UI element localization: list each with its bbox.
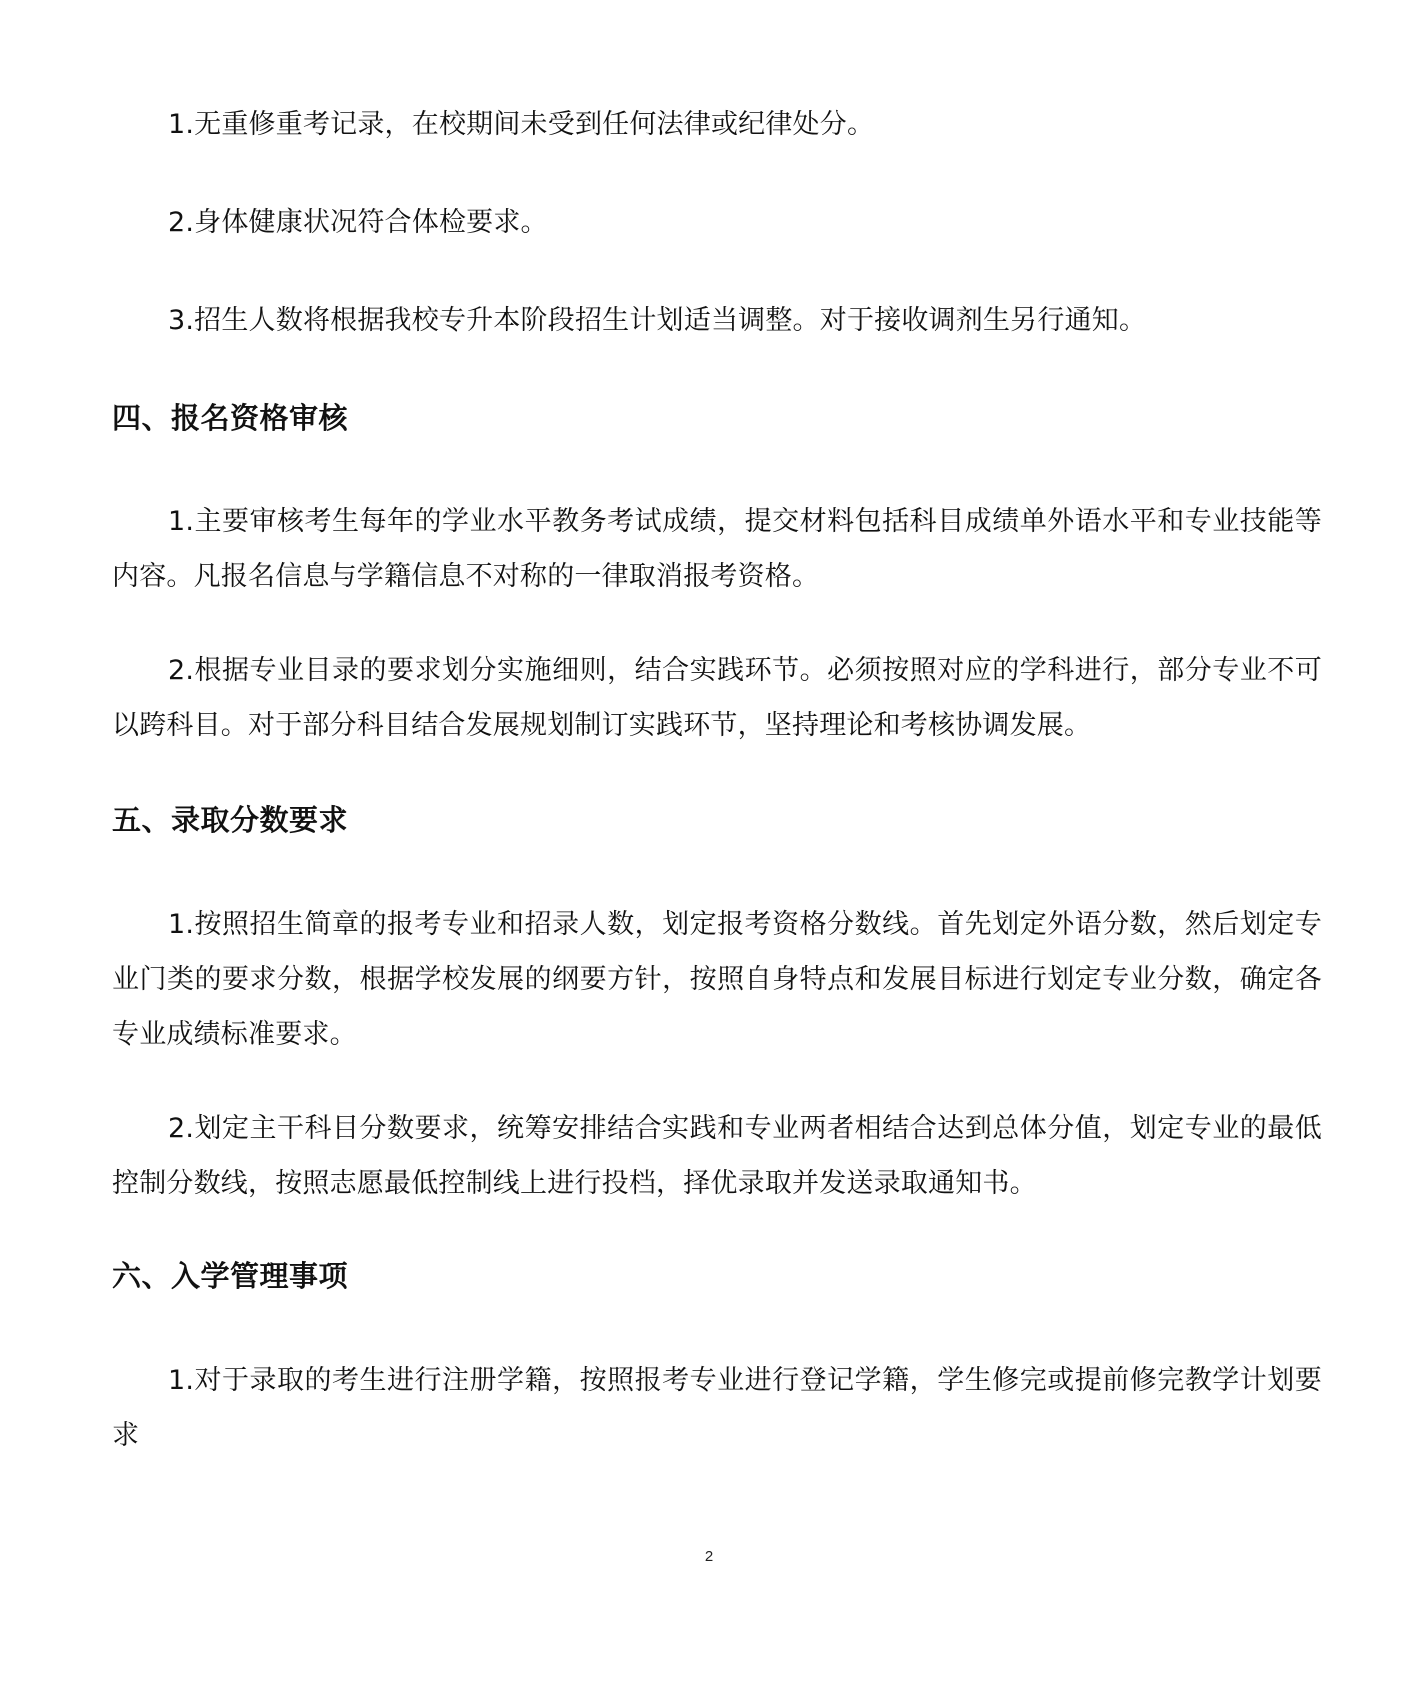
paragraph-section4-1: 1.主要审核考生每年的学业水平教务考试成绩，提交材料包括科目成绩单外语水平和专业技能等内容。凡报名信息与学籍信息不对称的一律取消报考资格。 — [112, 506, 1322, 592]
section-heading-6: 六、入学管理事项 — [112, 1259, 349, 1293]
section-heading-4: 四、报名资格审核 — [112, 401, 349, 435]
paragraph-health-requirement: 2.身体健康状况符合体检要求。 — [168, 207, 548, 238]
section-heading-5: 五、录取分数要求 — [112, 803, 349, 837]
paragraph-no-retake-record: 1.无重修重考记录，在校期间未受到任何法律或纪律处分。 — [168, 109, 875, 140]
paragraph-enrollment-adjustment: 3.招生人数将根据我校专升本阶段招生计划适当调整。对于接收调剂生另行通知。 — [168, 305, 1147, 336]
paragraph-section4-2: 2.根据专业目录的要求划分实施细则，结合实践环节。必须按照对应的学科进行，部分专业不可以跨科目。对于部分科目结合发展规划制订实践环节，坚持理论和考核协调发展。 — [112, 655, 1322, 741]
paragraph-section6-1: 1.对于录取的考生进行注册学籍，按照报考专业进行登记学籍，学生修完或提前修完教学计划要求 — [112, 1365, 1322, 1451]
paragraph-section5-2: 2.划定主干科目分数要求，统筹安排结合实践和专业两者相结合达到总体分值，划定专业的最低控制分数线，按照志愿最低控制线上进行投档，择优录取并发送录取通知书。 — [112, 1113, 1322, 1199]
paragraph-section5-1: 1.按照招生简章的报考专业和招录人数，划定报考资格分数线。首先划定外语分数，然后划定专业门类的要求分数，根据学校发展的纲要方针，按照自身特点和发展目标进行划定专业分数，确定各专业成绩标准要求。 — [112, 909, 1322, 1050]
page-number: 2 — [704, 1548, 714, 1565]
